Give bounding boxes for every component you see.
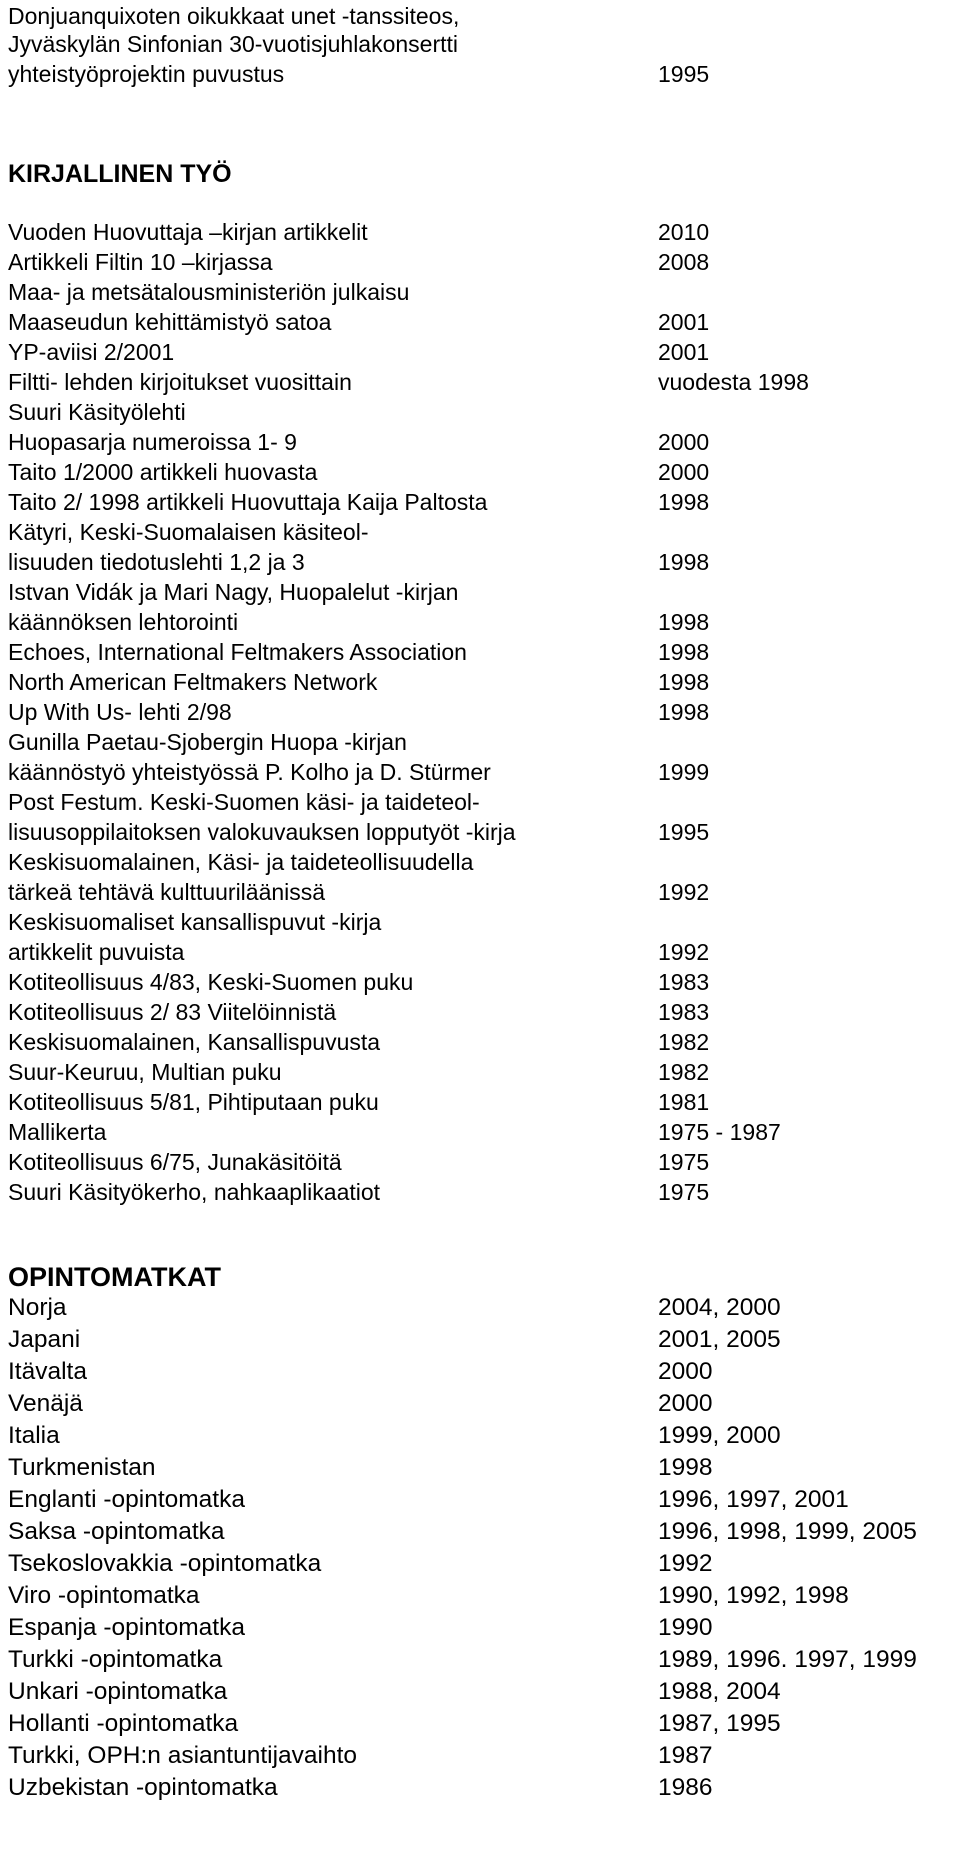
entry-year: 1995 — [658, 819, 710, 845]
trip-entry — [8, 1709, 948, 1739]
entry-year: 1989, 1996. 1997, 1999 — [658, 1646, 917, 1673]
entry-year: 2000 — [658, 459, 710, 485]
section-heading-text: KIRJALLINEN TYÖ — [8, 160, 232, 188]
entry-year: 1975 — [658, 1179, 710, 1205]
entry-text: lisuusoppilaitoksen valokuvauksen lopputyöt -kirja — [8, 819, 516, 845]
writing-entry — [8, 938, 948, 966]
intro-line — [8, 30, 948, 58]
trip-entry — [8, 1741, 948, 1771]
writing-entry — [8, 728, 948, 756]
entry-text: Itävalta — [8, 1358, 87, 1385]
entry-text: Unkari -opintomatka — [8, 1678, 228, 1705]
trip-entry — [8, 1645, 948, 1675]
entry-text: Kotiteollisuus 5/81, Pihtiputaan puku — [8, 1089, 379, 1115]
entry-text: Keskisuomalainen, Kansallispuvusta — [8, 1029, 381, 1055]
writing-entry — [8, 1118, 948, 1146]
trip-entry — [8, 1325, 948, 1355]
entry-text: Filtti- lehden kirjoitukset vuosittain — [8, 369, 352, 395]
entry-text: North American Feltmakers Network — [8, 669, 378, 695]
entry-text: käännöksen lehtorointi — [8, 609, 239, 635]
entry-year: vuodesta 1998 — [658, 369, 809, 395]
writing-entry — [8, 848, 948, 876]
intro-line — [8, 2, 948, 30]
entry-year: 1992 — [658, 1550, 713, 1577]
writing-entry — [8, 1028, 948, 1056]
entry-text: Suuri Käsityölehti — [8, 399, 186, 425]
entry-year: 2001 — [658, 309, 710, 335]
trip-entry — [8, 1357, 948, 1387]
entry-year: 1983 — [658, 999, 710, 1025]
entry-year: 1998 — [658, 549, 710, 575]
entry-year: 1986 — [658, 1774, 713, 1801]
writing-entry — [8, 908, 948, 936]
entry-year: 2004, 2000 — [658, 1294, 781, 1321]
writing-entry — [8, 398, 948, 426]
entry-text: Espanja -opintomatka — [8, 1614, 245, 1641]
entry-year: 1975 - 1987 — [658, 1119, 781, 1145]
writing-entry — [8, 578, 948, 606]
writing-entry — [8, 1088, 948, 1116]
entry-text: Saksa -opintomatka — [8, 1518, 225, 1545]
writing-entry — [8, 698, 948, 726]
section-heading-trips — [8, 1262, 948, 1292]
entry-year: 2000 — [658, 1358, 713, 1385]
entry-year: 2000 — [658, 1390, 713, 1417]
entry-year: 1988, 2004 — [658, 1678, 781, 1705]
entry-text: Suuri Käsityökerho, nahkaaplikaatiot — [8, 1179, 381, 1205]
writing-entry — [8, 638, 948, 666]
entry-text: Keskisuomalainen, Käsi- ja taideteollisuudella — [8, 849, 474, 875]
entry-year: 1998 — [658, 699, 710, 725]
intro-year: 1995 — [658, 61, 710, 87]
trip-entry — [8, 1421, 948, 1451]
entry-year: 1990 — [658, 1614, 713, 1641]
entry-text: Post Festum. Keski-Suomen käsi- ja taideteol- — [8, 789, 480, 815]
entry-text: Kotiteollisuus 6/75, Junakäsitöitä — [8, 1149, 342, 1175]
entry-year: 1998 — [658, 609, 710, 635]
trip-entry — [8, 1549, 948, 1579]
entry-text: Suur-Keuruu, Multian puku — [8, 1059, 282, 1085]
entry-text: Japani — [8, 1326, 81, 1353]
entry-text: Artikkeli Filtin 10 –kirjassa — [8, 249, 273, 275]
entry-text: Taito 1/2000 artikkeli huovasta — [8, 459, 318, 485]
entry-text: lisuuden tiedotuslehti 1,2 ja 3 — [8, 549, 305, 575]
writing-entry — [8, 998, 948, 1026]
writing-entry — [8, 608, 948, 636]
entry-text: Huopasarja numeroissa 1- 9 — [8, 429, 297, 455]
writing-entry — [8, 338, 948, 366]
writing-entry — [8, 1178, 948, 1206]
writing-entry — [8, 968, 948, 996]
trip-entry — [8, 1485, 948, 1515]
entry-text: Turkmenistan — [8, 1454, 156, 1481]
entry-text: Hollanti -opintomatka — [8, 1710, 239, 1737]
section-heading-writing — [8, 160, 948, 188]
entry-text: Mallikerta — [8, 1119, 107, 1145]
entry-year: 1999 — [658, 759, 710, 785]
entry-year: 2008 — [658, 249, 710, 275]
writing-entry — [8, 878, 948, 906]
entry-year: 1992 — [658, 939, 710, 965]
entry-year: 2001 — [658, 339, 710, 365]
writing-entry — [8, 1058, 948, 1086]
trip-entry — [8, 1613, 948, 1643]
trip-entry — [8, 1389, 948, 1419]
writing-entry — [8, 488, 948, 516]
entry-text: Norja — [8, 1294, 67, 1321]
entry-text: Vuoden Huovuttaja –kirjan artikkelit — [8, 219, 368, 245]
entry-year: 1998 — [658, 1454, 713, 1481]
trip-entry — [8, 1453, 948, 1483]
writing-entry — [8, 278, 948, 306]
entry-text: Kätyri, Keski-Suomalaisen käsiteol- — [8, 519, 369, 545]
writing-entry — [8, 248, 948, 276]
entry-year: 1998 — [658, 489, 710, 515]
writing-entry — [8, 758, 948, 786]
entry-year: 1996, 1998, 1999, 2005 — [658, 1518, 917, 1545]
entry-year: 1983 — [658, 969, 710, 995]
entry-text: Taito 2/ 1998 artikkeli Huovuttaja Kaija Paltosta — [8, 489, 488, 515]
entry-text: YP-aviisi 2/2001 — [8, 339, 175, 365]
writing-entry — [8, 818, 948, 846]
intro-text: Jyväskylän Sinfonian 30-vuotisjuhlakonsertti — [8, 31, 459, 57]
entry-year: 2010 — [658, 219, 710, 245]
writing-entry — [8, 308, 948, 336]
trip-entry — [8, 1581, 948, 1611]
entry-text: Istvan Vidák ja Mari Nagy, Huopalelut -kirjan — [8, 579, 459, 605]
writing-entry — [8, 218, 948, 246]
entry-text: Viro -opintomatka — [8, 1582, 200, 1609]
writing-entry — [8, 548, 948, 576]
entry-text: tärkeä tehtävä kulttuuriläänissä — [8, 879, 326, 905]
trip-entry — [8, 1677, 948, 1707]
entry-year: 1982 — [658, 1029, 710, 1055]
entry-text: Maaseudun kehittämistyö satoa — [8, 309, 332, 335]
entry-year: 1998 — [658, 669, 710, 695]
entry-text: Kotiteollisuus 2/ 83 Viitelöinnistä — [8, 999, 337, 1025]
entry-year: 1975 — [658, 1149, 710, 1175]
writing-entry — [8, 518, 948, 546]
entry-text: Gunilla Paetau-Sjobergin Huopa -kirjan — [8, 729, 407, 755]
entry-year: 1996, 1997, 2001 — [658, 1486, 849, 1513]
writing-entry — [8, 1148, 948, 1176]
entry-text: Up With Us- lehti 2/98 — [8, 699, 232, 725]
entry-text: artikkelit puvuista — [8, 939, 185, 965]
entry-text: Uzbekistan -opintomatka — [8, 1774, 278, 1801]
entry-year: 1999, 2000 — [658, 1422, 781, 1449]
entry-text: Echoes, International Feltmakers Association — [8, 639, 467, 665]
intro-text: Donjuanquixoten oikukkaat unet -tanssiteos, — [8, 3, 460, 29]
section-heading-text: OPINTOMATKAT — [8, 1262, 221, 1292]
entry-text: Englanti -opintomatka — [8, 1486, 245, 1513]
entry-text: Venäjä — [8, 1390, 83, 1417]
entry-year: 1998 — [658, 639, 710, 665]
entry-year: 1987, 1995 — [658, 1710, 781, 1737]
entry-text: Tsekoslovakkia -opintomatka — [8, 1550, 322, 1577]
entry-text: Italia — [8, 1422, 60, 1449]
entry-year: 2001, 2005 — [658, 1326, 781, 1353]
entry-year: 1982 — [658, 1059, 710, 1085]
writing-entry — [8, 788, 948, 816]
entry-text: Keskisuomaliset kansallispuvut -kirja — [8, 909, 382, 935]
entry-text: Turkki, OPH:n asiantuntijavaihto — [8, 1742, 358, 1769]
trip-entry — [8, 1773, 948, 1803]
intro-line — [8, 60, 948, 88]
writing-entry — [8, 428, 948, 456]
entry-text: käännöstyö yhteistyössä P. Kolho ja D. Stürmer — [8, 759, 491, 785]
entry-year: 2000 — [658, 429, 710, 455]
entry-text: Maa- ja metsätalousministeriön julkaisu — [8, 279, 410, 305]
writing-entry — [8, 458, 948, 486]
trip-entry — [8, 1293, 948, 1323]
entry-year: 1981 — [658, 1089, 710, 1115]
entry-text: Kotiteollisuus 4/83, Keski-Suomen puku — [8, 969, 414, 995]
writing-entry — [8, 368, 948, 396]
trip-entry — [8, 1517, 948, 1547]
entry-year: 1990, 1992, 1998 — [658, 1582, 849, 1609]
intro-text: yhteistyöprojektin puvustus — [8, 61, 285, 87]
entry-year: 1992 — [658, 879, 710, 905]
entry-text: Turkki -opintomatka — [8, 1646, 223, 1673]
writing-entry — [8, 668, 948, 696]
entry-year: 1987 — [658, 1742, 713, 1769]
